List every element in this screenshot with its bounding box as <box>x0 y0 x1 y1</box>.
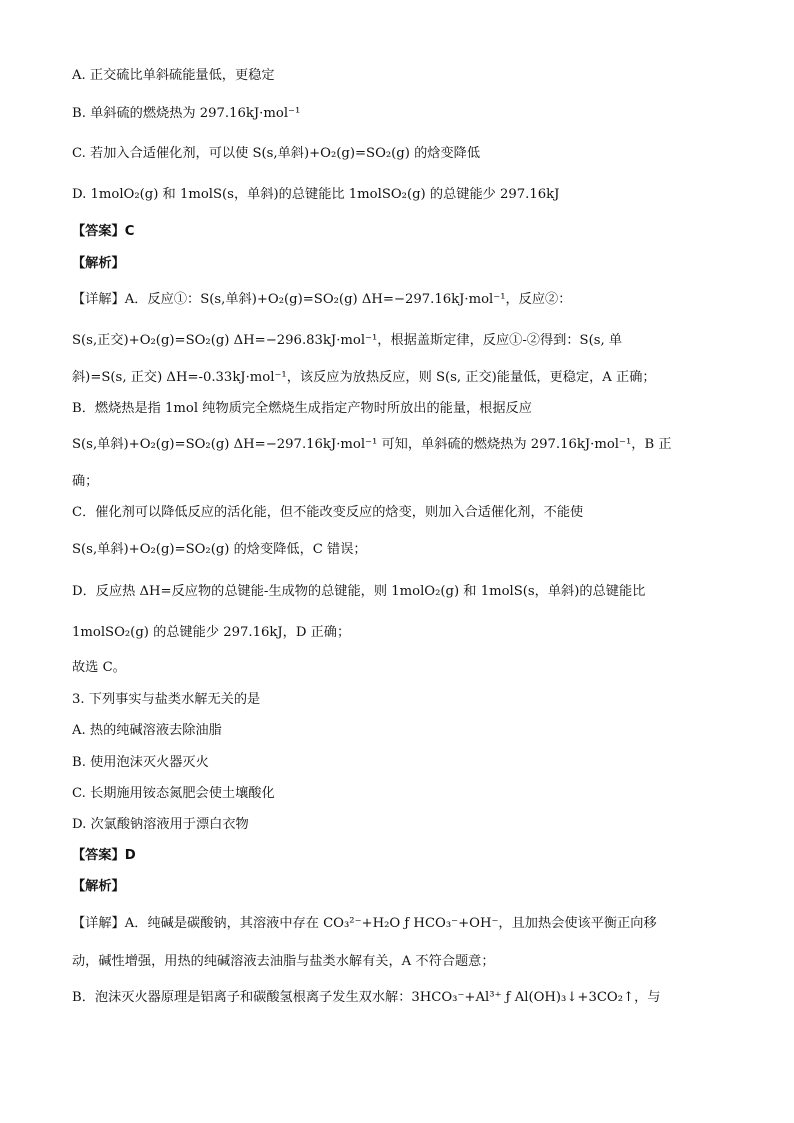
detail-line: 【详解】A．反应①：S(s,单斜)+O₂(g)=SO₂(g) ΔH=−297.16kJ·mol⁻¹，反应②： <box>72 292 572 307</box>
detail-line: S(s,单斜)+O₂(g)=SO₂(g) 的焓变降低，C 错误； <box>72 542 367 557</box>
detail-line: 1molSO₂(g) 的总键能少 297.16kJ，D 正确； <box>72 625 351 640</box>
option-b-line: B. 单斜硫的燃烧热为 297.16kJ·mol⁻¹ <box>72 106 301 121</box>
detail-line: B．泡沫灭火器原理是铝离子和碳酸氢根离子发生双水解：3HCO₃⁻+Al³⁺ ƒ Al(OH)₃↓+3CO₂↑，与 <box>72 990 661 1005</box>
detail-line: B．燃烧热是指 1mol 纯物质完全燃烧生成指定产物时所放出的能量，根据反应 <box>72 401 532 416</box>
option-a-line: A. 热的纯碱溶液去除油脂 <box>72 723 222 738</box>
detail-line: 【详解】A．纯碱是碳酸钠，其溶液中存在 CO₃²⁻+H₂O ƒ HCO₃⁻+OH⁻，且加热会使该平衡正向移 <box>72 916 657 931</box>
detail-line: D．反应热 ΔH=反应物的总键能-生成物的总键能，则 1molO₂(g) 和 1molS(s，单斜)的总键能比 <box>72 584 646 599</box>
detail-line: S(s,单斜)+O₂(g)=SO₂(g) ΔH=−297.16kJ·mol⁻¹ 可知，单斜硫的燃烧热为 297.16kJ·mol⁻¹，B 正 <box>72 437 672 452</box>
answer-label: 【答案】C <box>72 224 135 239</box>
option-a-line: A. 正交硫比单斜硫能量低，更稳定 <box>72 68 275 83</box>
detail-line: 动，碱性增强，用热的纯碱溶液去油脂与盐类水解有关，A 不符合题意； <box>72 954 495 969</box>
detail-line: S(s,正交)+O₂(g)=SO₂(g) ΔH=−296.83kJ·mol⁻¹，根据盖斯定律，反应①-②得到：S(s, 单 <box>72 333 623 348</box>
detail-line: C．催化剂可以降低反应的活化能，但不能改变反应的焓变，则加入合适催化剂，不能使 <box>72 505 584 520</box>
option-c-line: C. 长期施用铵态氮肥会使土壤酸化 <box>72 786 275 801</box>
option-b-line: B. 使用泡沫灭火器灭火 <box>72 755 209 770</box>
question-3: 3. 下列事实与盐类水解无关的是 <box>72 692 261 707</box>
option-d-line: D. 1molO₂(g) 和 1molS(s，单斜)的总键能比 1molSO₂(g) 的总键能少 297.16kJ <box>72 187 560 202</box>
detail-line: 斜)=S(s, 正交) ΔH=-0.33kJ·mol⁻¹，该反应为放热反应，则 S(s, 正交)能量低，更稳定，A 正确； <box>72 370 656 385</box>
option-d-line: D. 次氯酸钠溶液用于漂白衣物 <box>72 817 249 832</box>
analysis-label: 【解析】 <box>72 879 125 894</box>
analysis-label: 【解析】 <box>72 256 125 271</box>
detail-line: 确； <box>72 474 99 489</box>
detail-line: 故选 C。 <box>72 660 126 675</box>
option-c-line: C. 若加入合适催化剂，可以使 S(s,单斜)+O₂(g)=SO₂(g) 的焓变降低 <box>72 146 481 161</box>
answer-label: 【答案】D <box>72 848 136 863</box>
